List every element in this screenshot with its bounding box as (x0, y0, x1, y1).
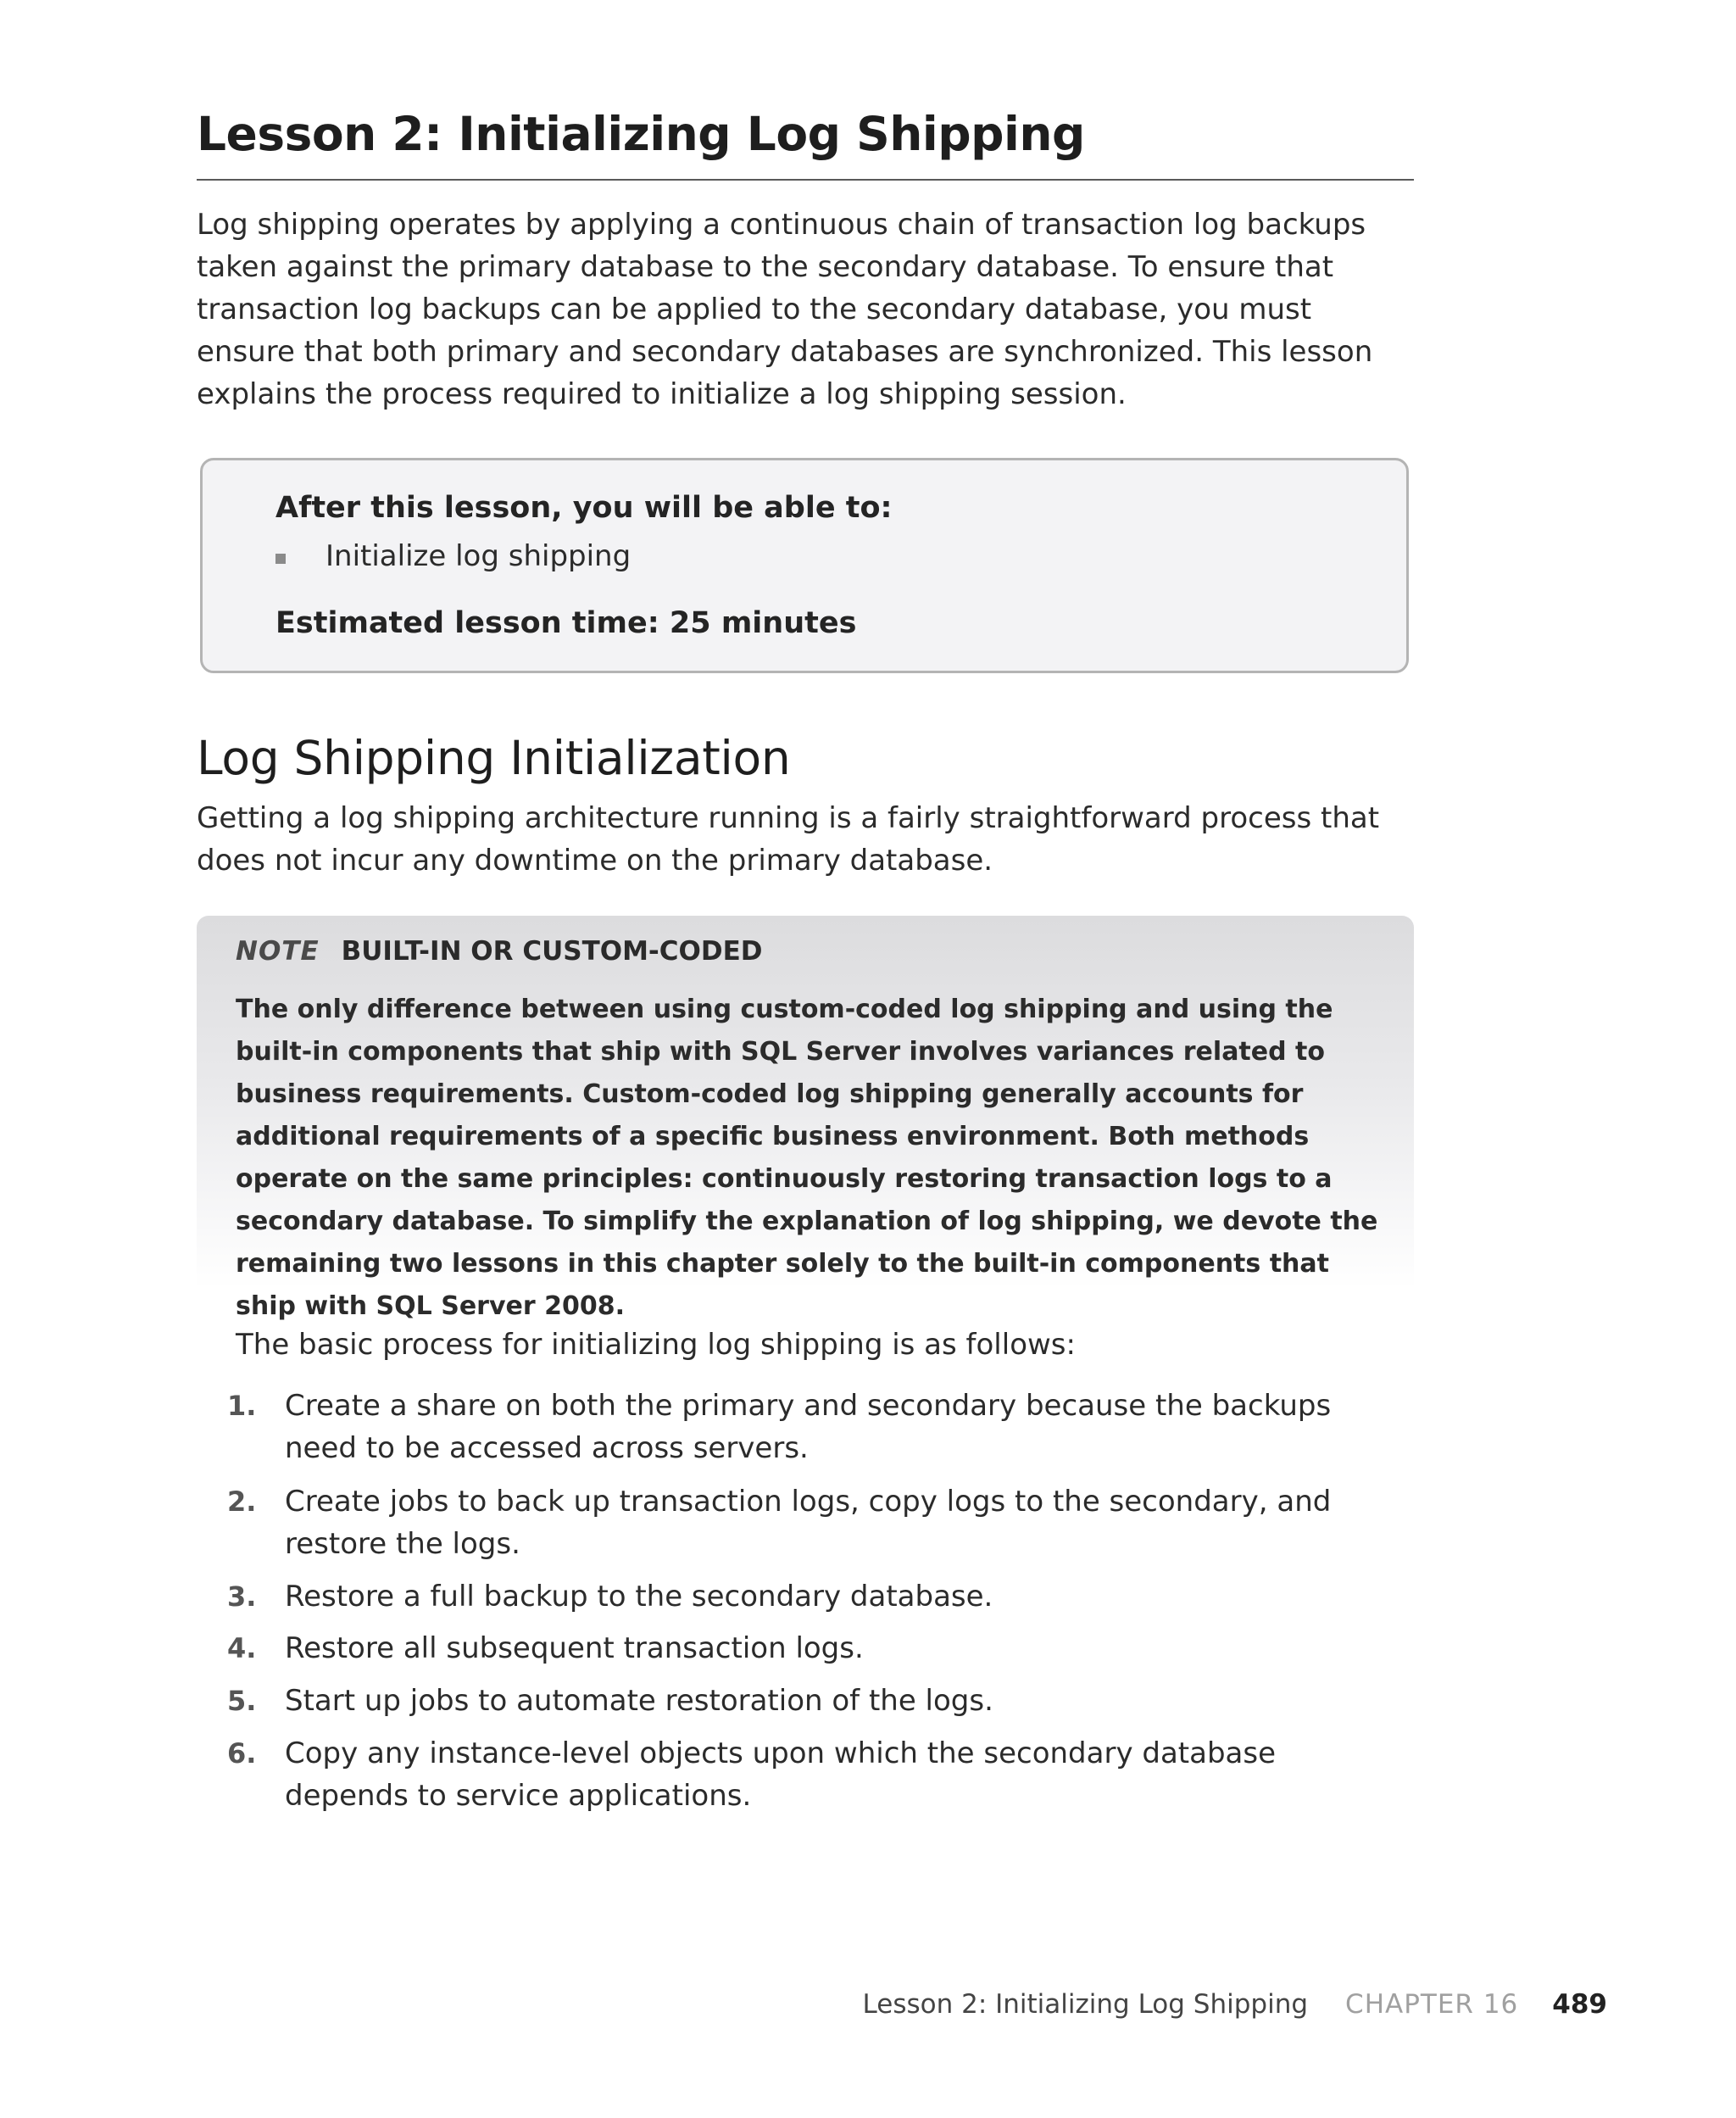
page-footer (863, 1989, 1607, 2020)
step-text: Restore a full backup to the secondary database. (285, 1580, 993, 1614)
footer-chapter: CHAPTER 16 (1345, 1989, 1519, 2020)
step-text: Restore all subsequent transaction logs. (285, 1631, 864, 1665)
lesson-objectives-box (200, 458, 1409, 673)
square-bullet-icon (275, 554, 286, 564)
steps-intro: The basic process for initializing log shipping is as follows: (236, 1328, 1076, 1362)
objectives-heading: After this lesson, you will be able to: (275, 491, 893, 525)
step-number: 5. (227, 1685, 257, 1717)
step-text: Copy any instance-level objects upon which the secondary database depends to service applications. (285, 1736, 1276, 1813)
page-number: 489 (1552, 1989, 1607, 2020)
lesson-intro: Log shipping operates by applying a continuous chain of transaction log backups taken against the primary database to the secondary database. To ensure that transaction log backups can be applied to the secondary database, you must ensure that both primary and secondary databases are synchronized. This lesson explains the process required to initialize a log shipping session. (197, 208, 1373, 411)
section-body: Getting a log shipping architecture running is a fairly straightforward process that does not incur any downtime on the primary database. (197, 801, 1380, 878)
objective-item: Initialize log shipping (326, 539, 632, 573)
note-header (236, 936, 763, 967)
title-divider (197, 179, 1414, 181)
note-body: The only difference between using custom-coded log shipping and using the built-in components that ship with SQL Server involves variances related to business requirements. Custom-coded log shipping generally accounts for additional requirements of a specific business environment. Both methods operate on the same principles: continuously restoring transaction logs to a secondary database. To simplify the explanation of log shipping, we devote the remaining two lessons in this chapter solely to the built-in components that ship with SQL Server 2008. (236, 995, 1378, 1321)
step-text: Start up jobs to automate restoration of the logs. (285, 1684, 993, 1718)
note-title: BUILT-IN OR CUSTOM-CODED (341, 936, 763, 967)
note-label: NOTE (236, 936, 320, 967)
step-number: 2. (227, 1485, 257, 1518)
step-number: 1. (227, 1390, 257, 1422)
step-number: 4. (227, 1632, 257, 1664)
estimated-time: Estimated lesson time: 25 minutes (275, 606, 857, 640)
footer-lesson-title: Lesson 2: Initializing Log Shipping (862, 1989, 1309, 2020)
step-text: Create a share on both the primary and secondary because the backups need to be accessed across servers. (285, 1389, 1332, 1465)
lesson-title: Lesson 2: Initializing Log Shipping (197, 107, 1085, 161)
step-number: 6. (227, 1737, 257, 1770)
step-text: Create jobs to back up transaction logs, copy logs to the secondary, and restore the logs. (285, 1485, 1332, 1561)
section-title: Log Shipping Initialization (197, 731, 791, 785)
note-box (197, 916, 1414, 1321)
step-number: 3. (227, 1580, 257, 1613)
